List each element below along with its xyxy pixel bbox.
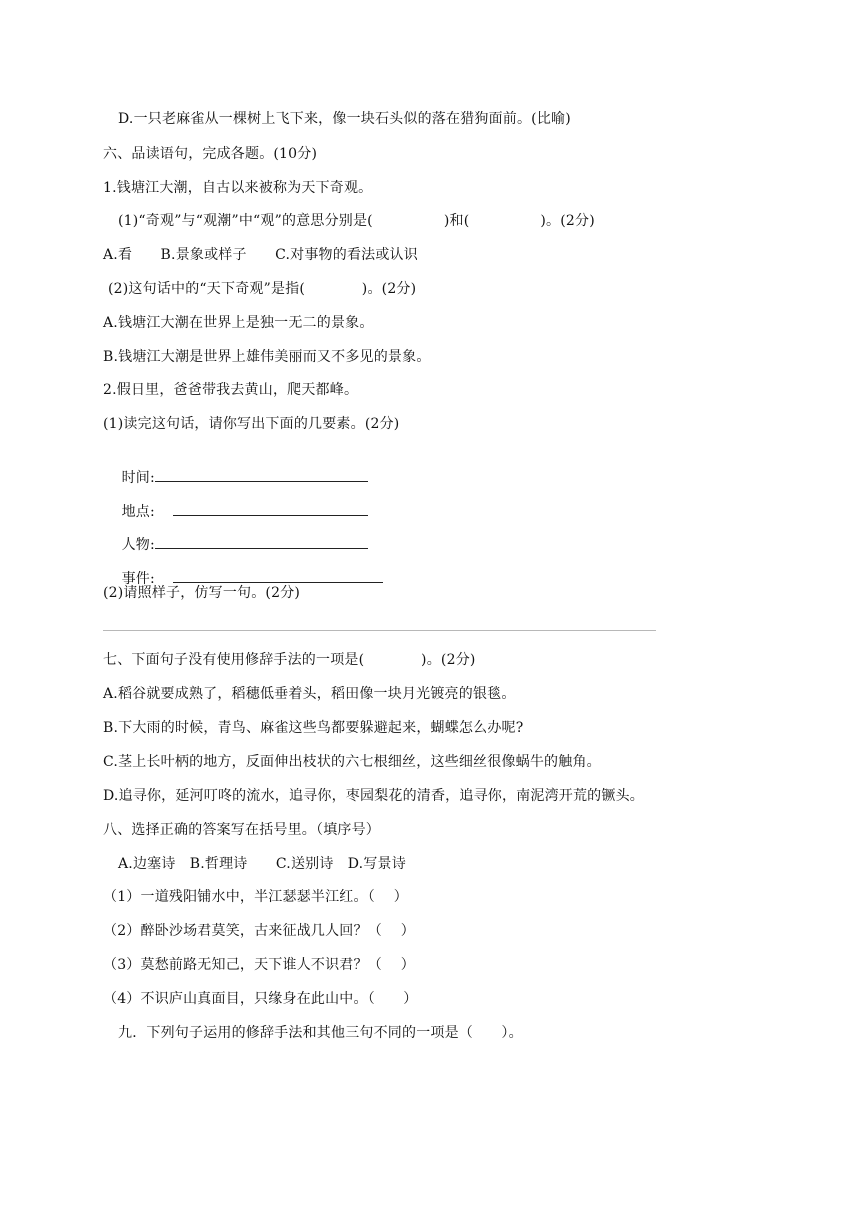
place-label: 地点:: [121, 504, 155, 520]
person-answer-blank[interactable]: [155, 534, 368, 549]
section8-question4: （4）不识庐山真面目，只缘身在此山中。（ ）: [103, 991, 418, 1007]
section8-options: A.边塞诗 B.哲理诗 C.送别诗 D.写景诗: [118, 856, 406, 872]
person-label: 人物:: [121, 537, 155, 553]
time-answer-blank[interactable]: [155, 467, 368, 482]
section6-question1-part2: (2)这句话中的“天下奇观”是指( )。(2分): [108, 281, 417, 297]
section6-heading: 六、品读语句，完成各题。(10分): [103, 146, 318, 162]
section6-question1-part2-option-a: A.钱塘江大潮在世界上是独一无二的景象。: [103, 315, 374, 331]
option-d-metaphor: D.一只老麻雀从一棵树上飞下来，像一块石头似的落在猎狗面前。(比喻): [118, 111, 571, 127]
section7-option-b: B.下大雨的时候，青鸟、麻雀这些鸟都要躲避起来，蝴蝶怎么办呢?: [103, 720, 524, 736]
section8-question1: （1）一道残阳铺水中，半江瑟瑟半江红。（ ）: [103, 889, 408, 905]
section6-question1-part1-options: A.看 B.景象或样子 C.对事物的看法或认识: [103, 247, 418, 263]
section6-question2-part1: (1)读完这句话，请你写出下面的几要素。(2分): [103, 416, 400, 432]
section9-heading: 九．下列句子运用的修辞手法和其他三句不同的一项是（ ）。: [118, 1025, 523, 1041]
imitation-answer-line[interactable]: [103, 630, 656, 631]
section8-question2: （2）醉卧沙场君莫笑，古来征战几人回？（ ）: [103, 923, 415, 939]
section7-option-a: A.稻谷就要成熟了，稻穗低垂着头，稻田像一块月光镀亮的银毯。: [103, 686, 516, 702]
event-label: 事件:: [121, 571, 155, 587]
event-answer-blank[interactable]: [173, 568, 383, 583]
place-answer-blank[interactable]: [173, 501, 368, 516]
section7-option-d: D.追寻你，延河叮咚的流水，追寻你，枣园梨花的清香，追寻你，南泥湾开荒的镢头。: [103, 788, 644, 804]
time-label: 时间:: [121, 470, 155, 486]
section7-option-c: C.茎上长叶柄的地方，反面伸出枝状的六七根细丝，这些细丝很像蜗牛的触角。: [103, 754, 601, 770]
section8-heading: 八、选择正确的答案写在括号里。（填序号）: [103, 822, 380, 838]
section6-question1-part1: (1)“奇观”与“观潮”中“观”的意思分别是( )和( )。(2分): [118, 213, 595, 229]
section6-question2: 2.假日里，爸爸带我去黄山，爬天都峰。: [103, 382, 359, 398]
section7-heading: 七、下面句子没有使用修辞手法的一项是( )。(2分): [103, 652, 476, 668]
section8-question3: （3）莫愁前路无知己，天下谁人不识君？（ ）: [103, 957, 415, 973]
section6-question1: 1.钱塘江大潮，自古以来被称为天下奇观。: [103, 180, 373, 196]
section6-question2-part2: (2)请照样子，仿写一句。(2分): [103, 585, 301, 601]
section6-question1-part2-option-b: B.钱塘江大潮是世界上雄伟美丽而又不多见的景象。: [103, 349, 431, 365]
